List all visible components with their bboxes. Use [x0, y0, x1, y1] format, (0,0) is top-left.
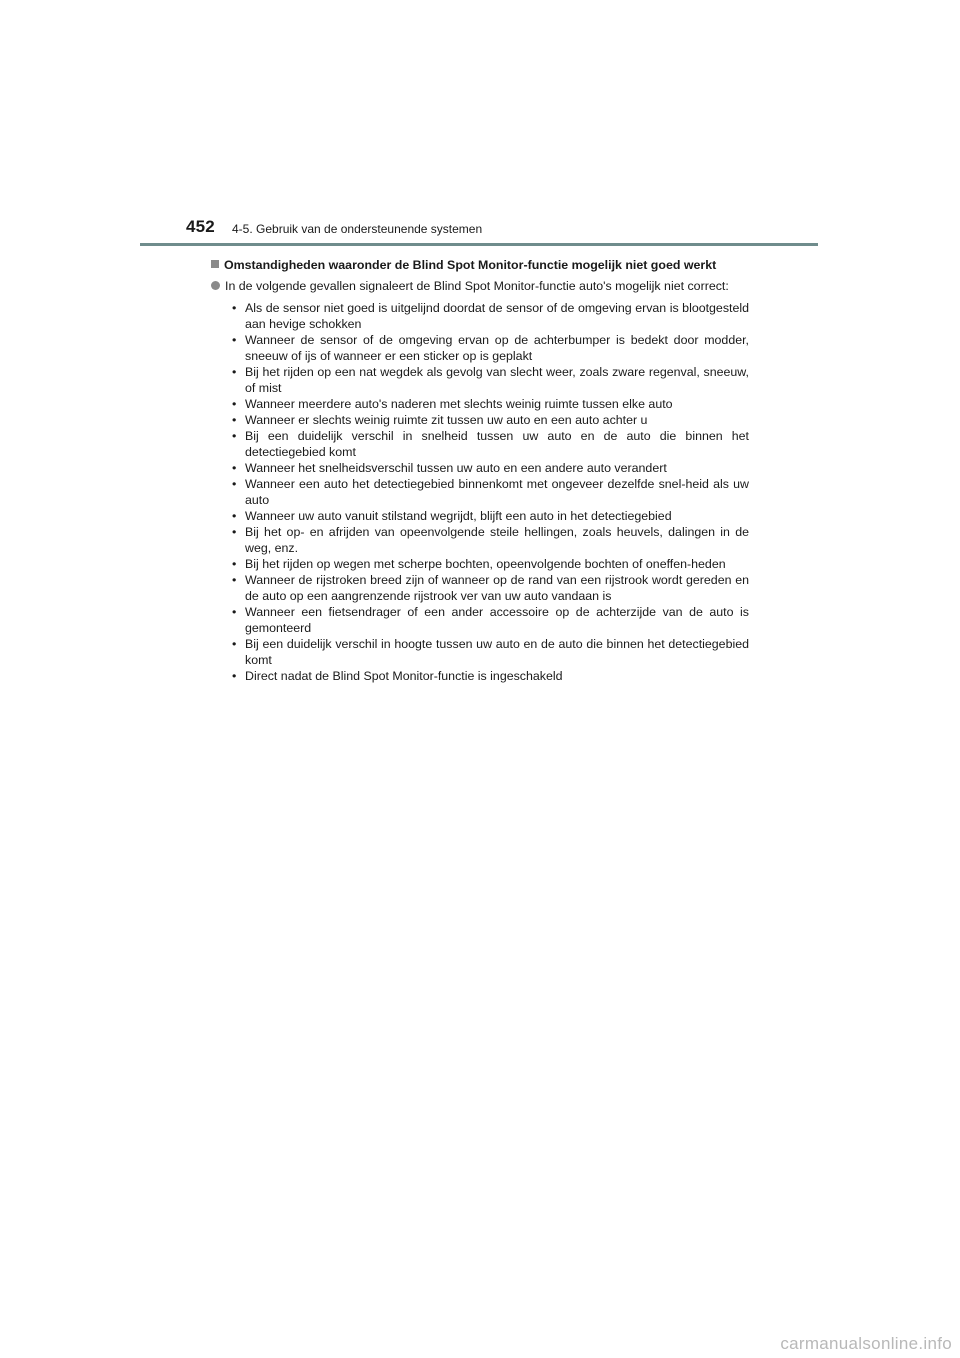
list-item: [228, 524, 749, 556]
list-item-text: Wanneer uw auto vanuit stilstand wegrijdt, blijft een auto in het detectiegebied: [245, 509, 672, 523]
bullet-icon: •: [232, 477, 237, 491]
bullet-icon: •: [232, 573, 237, 587]
list-item: [228, 604, 749, 636]
list-item-text: Wanneer de sensor of de omgeving ervan op de achterbumper is bedekt door modder, sneeuw of ijs of wanneer er een sticker op is geplakt: [245, 333, 749, 363]
list-item: [228, 460, 749, 476]
intro-paragraph: [211, 278, 749, 294]
list-item-text: Wanneer het snelheidsverschil tussen uw auto en een andere auto verandert: [245, 461, 667, 475]
list-item: [228, 508, 749, 524]
list-item: [228, 428, 749, 460]
bullet-icon: •: [232, 365, 237, 379]
list-item-text: Wanneer een auto het detectiegebied binnenkomt met ongeveer dezelfde snel-heid als uw auto: [245, 477, 749, 507]
bullet-icon: •: [232, 429, 237, 443]
list-item-text: Wanneer een fietsendrager of een ander accessoire op de achterzijde van de auto is gemonteerd: [245, 605, 749, 635]
bullet-icon: •: [232, 413, 237, 427]
bullet-icon: •: [232, 557, 237, 571]
intro-text: In de volgende gevallen signaleert de Blind Spot Monitor-functie auto's mogelijk niet correct:: [225, 279, 729, 293]
header-rule: [140, 243, 818, 246]
bullet-icon: •: [232, 509, 237, 523]
list-item-text: Direct nadat de Blind Spot Monitor-functie is ingeschakeld: [245, 669, 563, 683]
list-item: [228, 332, 749, 364]
bullet-icon: •: [232, 397, 237, 411]
list-item: [228, 300, 749, 332]
watermark: carmanualsonline.info: [780, 1334, 952, 1353]
bullet-icon: •: [232, 461, 237, 475]
page-number: 452: [186, 217, 215, 236]
list-item-text: Bij een duidelijk verschil in snelheid tussen uw auto en de auto die binnen het detectiegebied komt: [245, 429, 749, 459]
bullet-icon: •: [232, 669, 237, 683]
section-heading-text: Omstandigheden waaronder de Blind Spot Monitor-functie mogelijk niet goed werkt: [224, 258, 717, 272]
bullet-icon: •: [232, 333, 237, 347]
list-item-text: Bij het op- en afrijden van opeenvolgende steile hellingen, zoals heuvels, dalingen in de weg, enz.: [245, 525, 749, 555]
list-item-text: Bij het rijden op een nat wegdek als gevolg van slecht weer, zoals zware regenval, sneeuw, of mist: [245, 365, 749, 395]
list-item: [228, 636, 749, 668]
list-item-text: Wanneer meerdere auto's naderen met slechts weinig ruimte tussen elke auto: [245, 397, 673, 411]
condition-list: [211, 300, 749, 684]
list-item-text: Bij het rijden op wegen met scherpe bochten, opeenvolgende bochten of oneffen-heden: [245, 557, 726, 571]
section-heading: [211, 257, 749, 273]
list-item-text: Wanneer er slechts weinig ruimte zit tussen uw auto en een auto achter u: [245, 413, 648, 427]
content-block: [211, 257, 749, 684]
square-bullet-icon: [211, 260, 219, 268]
list-item-text: Wanneer de rijstroken breed zijn of wanneer op de rand van een rijstrook wordt gereden en de auto op een aangrenzende rijstrook ver van uw auto vandaan is: [245, 573, 749, 603]
list-item: [228, 476, 749, 508]
bullet-icon: •: [232, 525, 237, 539]
bullet-icon: •: [232, 301, 237, 315]
list-item: [228, 364, 749, 396]
list-item: [228, 668, 749, 684]
circle-bullet-icon: [211, 281, 220, 290]
list-item-text: Als de sensor niet goed is uitgelijnd doordat de sensor of de omgeving ervan is blootgesteld aan hevige schokken: [245, 301, 749, 331]
list-item: [228, 556, 749, 572]
bullet-icon: •: [232, 637, 237, 651]
section-title: 4-5. Gebruik van de ondersteunende systemen: [232, 222, 483, 236]
bullet-icon: •: [232, 605, 237, 619]
list-item: [228, 396, 749, 412]
list-item-text: Bij een duidelijk verschil in hoogte tussen uw auto en de auto die binnen het detectiegebied komt: [245, 637, 749, 667]
list-item: [228, 412, 749, 428]
list-item: [228, 572, 749, 604]
